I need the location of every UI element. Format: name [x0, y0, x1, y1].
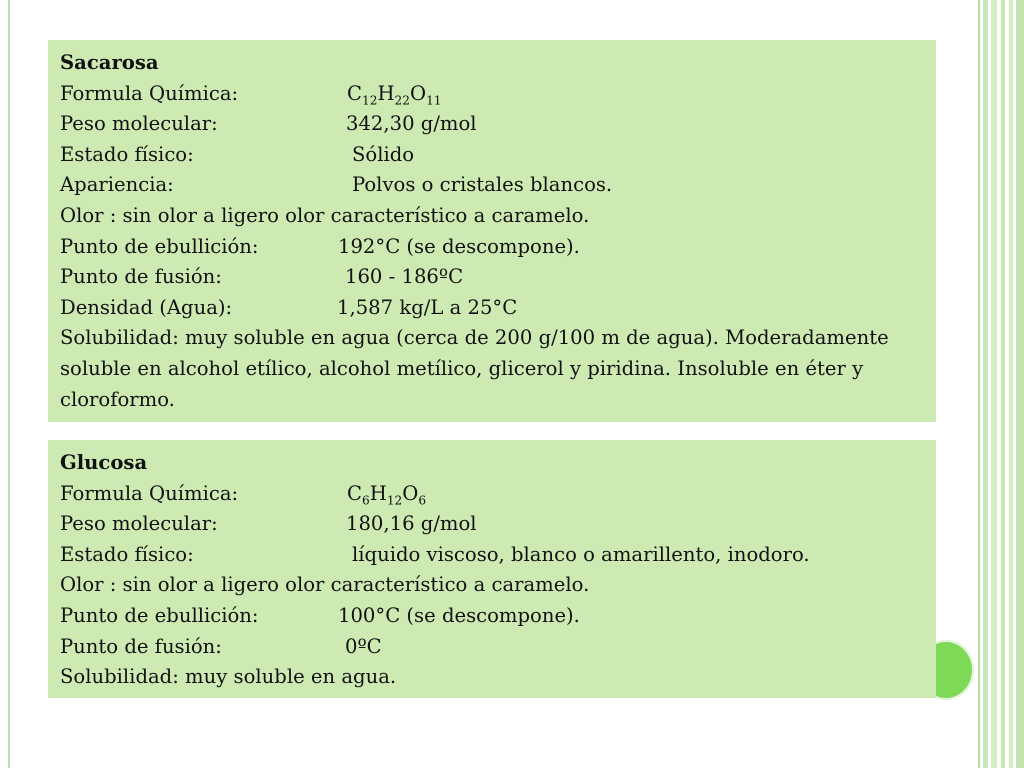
ebullicion-value: 100°C (se descompone).	[338, 603, 580, 627]
estado-label: Estado físico:	[60, 542, 194, 566]
peso-label: Peso molecular:	[60, 512, 218, 536]
glucosa-card	[48, 440, 936, 698]
estado-value: Sólido	[352, 142, 415, 166]
sacarosa-densidad-row	[60, 293, 924, 324]
fusion-label: Punto de fusión:	[60, 265, 222, 289]
peso-value: 180,16 g/mol	[346, 512, 477, 536]
formula-label: Formula Química:	[60, 81, 239, 105]
formula-value: $C_6H_{12}O_6$	[347, 481, 427, 507]
glucosa-title: Glucosa	[60, 451, 148, 474]
estado-value: líquido viscoso, blanco o amarillento, inodoro.	[352, 542, 810, 566]
right-decor-stripe	[1001, 0, 1005, 768]
sacarosa-card	[48, 40, 936, 422]
densidad-label: Densidad (Agua):	[60, 295, 233, 319]
estado-label: Estado físico:	[60, 142, 194, 166]
right-decor-stripe	[978, 0, 980, 768]
ebullicion-label: Punto de ebullición:	[60, 234, 259, 258]
left-border-line	[8, 0, 10, 768]
peso-value: 342,30 g/mol	[346, 112, 477, 136]
right-decor-stripe	[1016, 0, 1024, 768]
ebullicion-label: Punto de ebullición:	[60, 603, 259, 627]
peso-label: Peso molecular:	[60, 112, 218, 136]
ebullicion-value: 192°C (se descompone).	[338, 234, 580, 258]
glucosa-estado-row	[60, 540, 924, 571]
right-decor-stripe	[991, 0, 997, 768]
fusion-value: 160 - 186ºC	[345, 265, 464, 289]
right-decor-stripe	[1009, 0, 1013, 768]
sacarosa-formula-row	[60, 79, 924, 110]
sacarosa-solubilidad: Solubilidad: muy soluble en agua (cerca de 200 g/100 m de agua). Moderadamente soluble en alcohol etílico, alcohol metílico, glicerol y piridina. Insoluble en éter y cloroformo.	[60, 326, 889, 411]
sacarosa-olor-row: Olor : sin olor a ligero olor característico a caramelo.	[60, 203, 590, 227]
apariencia-label: Apariencia:	[60, 173, 174, 197]
sacarosa-estado-row	[60, 140, 924, 171]
sacarosa-apariencia-row	[60, 170, 924, 201]
densidad-value: 1,587 kg/L a 25°C	[337, 295, 518, 319]
sacarosa-ebullicion-row	[60, 232, 924, 263]
glucosa-ebullicion-row	[60, 601, 924, 632]
sacarosa-title: Sacarosa	[60, 51, 159, 74]
fusion-label: Punto de fusión:	[60, 634, 222, 658]
glucosa-solubilidad: Solubilidad: muy soluble en agua.	[60, 665, 397, 689]
glucosa-olor-row: Olor : sin olor a ligero olor característico a caramelo.	[60, 573, 590, 597]
sacarosa-fusion-row	[60, 262, 924, 293]
glucosa-formula-row	[60, 479, 924, 510]
sacarosa-peso-row	[60, 109, 924, 140]
glucosa-peso-row	[60, 509, 924, 540]
glucosa-fusion-row	[60, 632, 924, 663]
right-decor-stripe	[983, 0, 988, 768]
fusion-value: 0ºC	[345, 634, 382, 658]
apariencia-value: Polvos o cristales blancos.	[352, 173, 613, 197]
formula-value: $C_{12}H_{22}O_{11}$	[347, 81, 442, 107]
formula-label: Formula Química:	[60, 481, 239, 505]
